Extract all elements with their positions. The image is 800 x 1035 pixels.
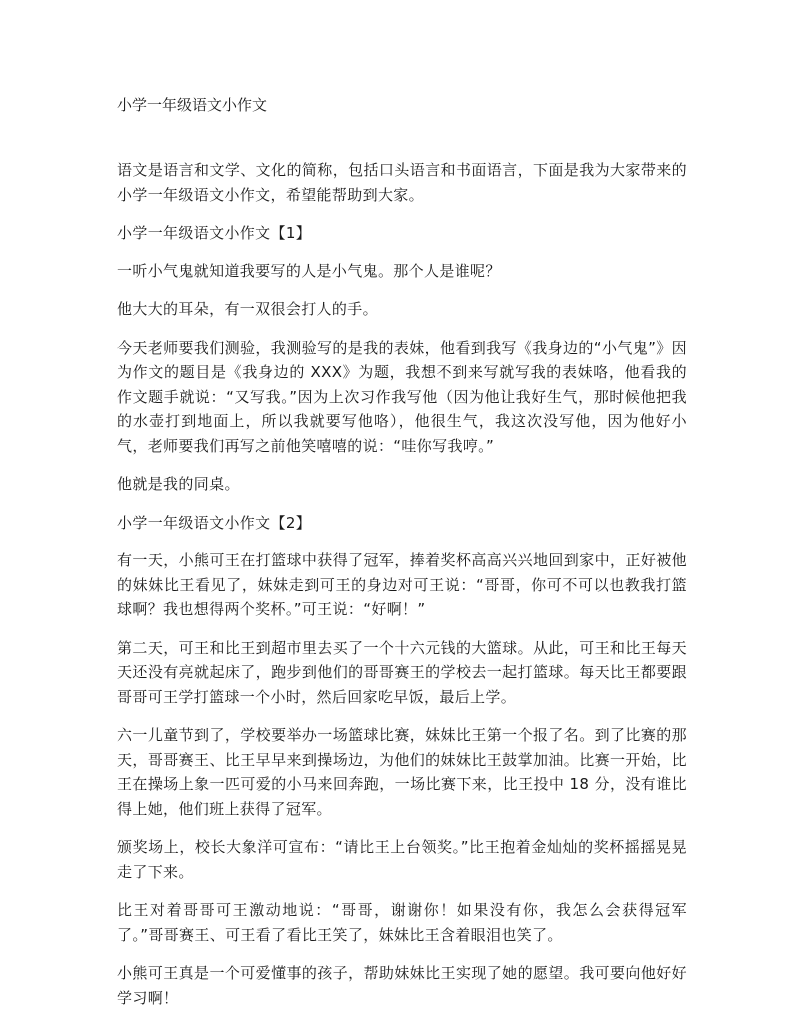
section-heading-2: 小学一年级语文小作文【2】	[117, 513, 312, 532]
paragraph: 有一天，小熊可王在打篮球中获得了冠军，捧着奖杯高高兴兴地回到家中，正好被他的妹妹比王看见了，妹妹走到可王的身边对可王说：“哥哥，你可不可以也教我打篮球啊？我也想得两个奖杯。”可王说：“好啊！”	[117, 551, 687, 618]
paragraph: 比王对着哥哥可王激动地说：“哥哥，谢谢你！如果没有你，我怎么会获得冠军了。”哥哥赛王、可王看了看比王笑了，妹妹比王含着眼泪也笑了。	[117, 901, 687, 944]
paragraph: 颁奖场上，校长大象洋可宣布：“请比王上台领奖。”比王抱着金灿灿的奖杯摇摇晃晃走了下来。	[117, 838, 687, 881]
document-body	[117, 158, 687, 1024]
document-title: 小学一年级语文小作文	[117, 96, 268, 114]
paragraph: 一听小气鬼就知道我要写的人是小气鬼。那个人是谁呢？	[117, 261, 501, 280]
paragraph: 他大大的耳朵，有一双很会打人的手。	[117, 300, 378, 318]
paragraph: 今天老师要我们测验，我测验写的是我的表妹，他看到我写《我身边的“小气鬼”》因为作文的题目是《我身边的 XXX》为题，我想不到来写就写我的表妹咯，他看我的作文题手就说：“又写我。”因为上次习作我写他（因为他让我好生气，那时候他把我的水壶打到地面上，所以我就要写他咯），他很生气，我这次没写他，因为他好小气，老师要我们再写之前他笑嘻嘻的说：“哇你写我哼。”	[117, 338, 687, 455]
paragraph-intro: 语文是语言和文学、文化的简称，包括口头语言和书面语言，下面是我为大家带来的小学一年级语文小作文，希望能帮助到大家。	[117, 161, 687, 204]
paragraph: 第二天，可王和比王到超市里去买了一个十六元钱的大篮球。从此，可王和比王每天天还没有亮就起床了，跑步到他们的哥哥赛王的学校去一起打篮球。每天比王都要跟哥哥可王学打篮球一个小时，然后回家吃早饭，最后上学。	[117, 638, 687, 706]
paragraph-conclusion: 小熊可王真是一个可爱懂事的孩子，帮助妹妹比王实现了她的愿望。我可要向他好好学习啊！	[117, 964, 687, 1007]
paragraph: 他就是我的同桌。	[117, 475, 240, 493]
paragraph: 六一儿童节到了，学校要举办一场篮球比赛，妹妹比王第一个报了名。到了比赛的那天，哥哥赛王、比王早早来到操场边，为他们的妹妹比王鼓掌加油。比赛一开始，比王在操场上象一匹可爱的小马来回奔跑，一场比赛下来，比王投中 18 分，没有谁比得上她，他们班上获得了冠军。	[117, 726, 687, 818]
section-heading-1: 小学一年级语文小作文【1】	[117, 224, 312, 242]
